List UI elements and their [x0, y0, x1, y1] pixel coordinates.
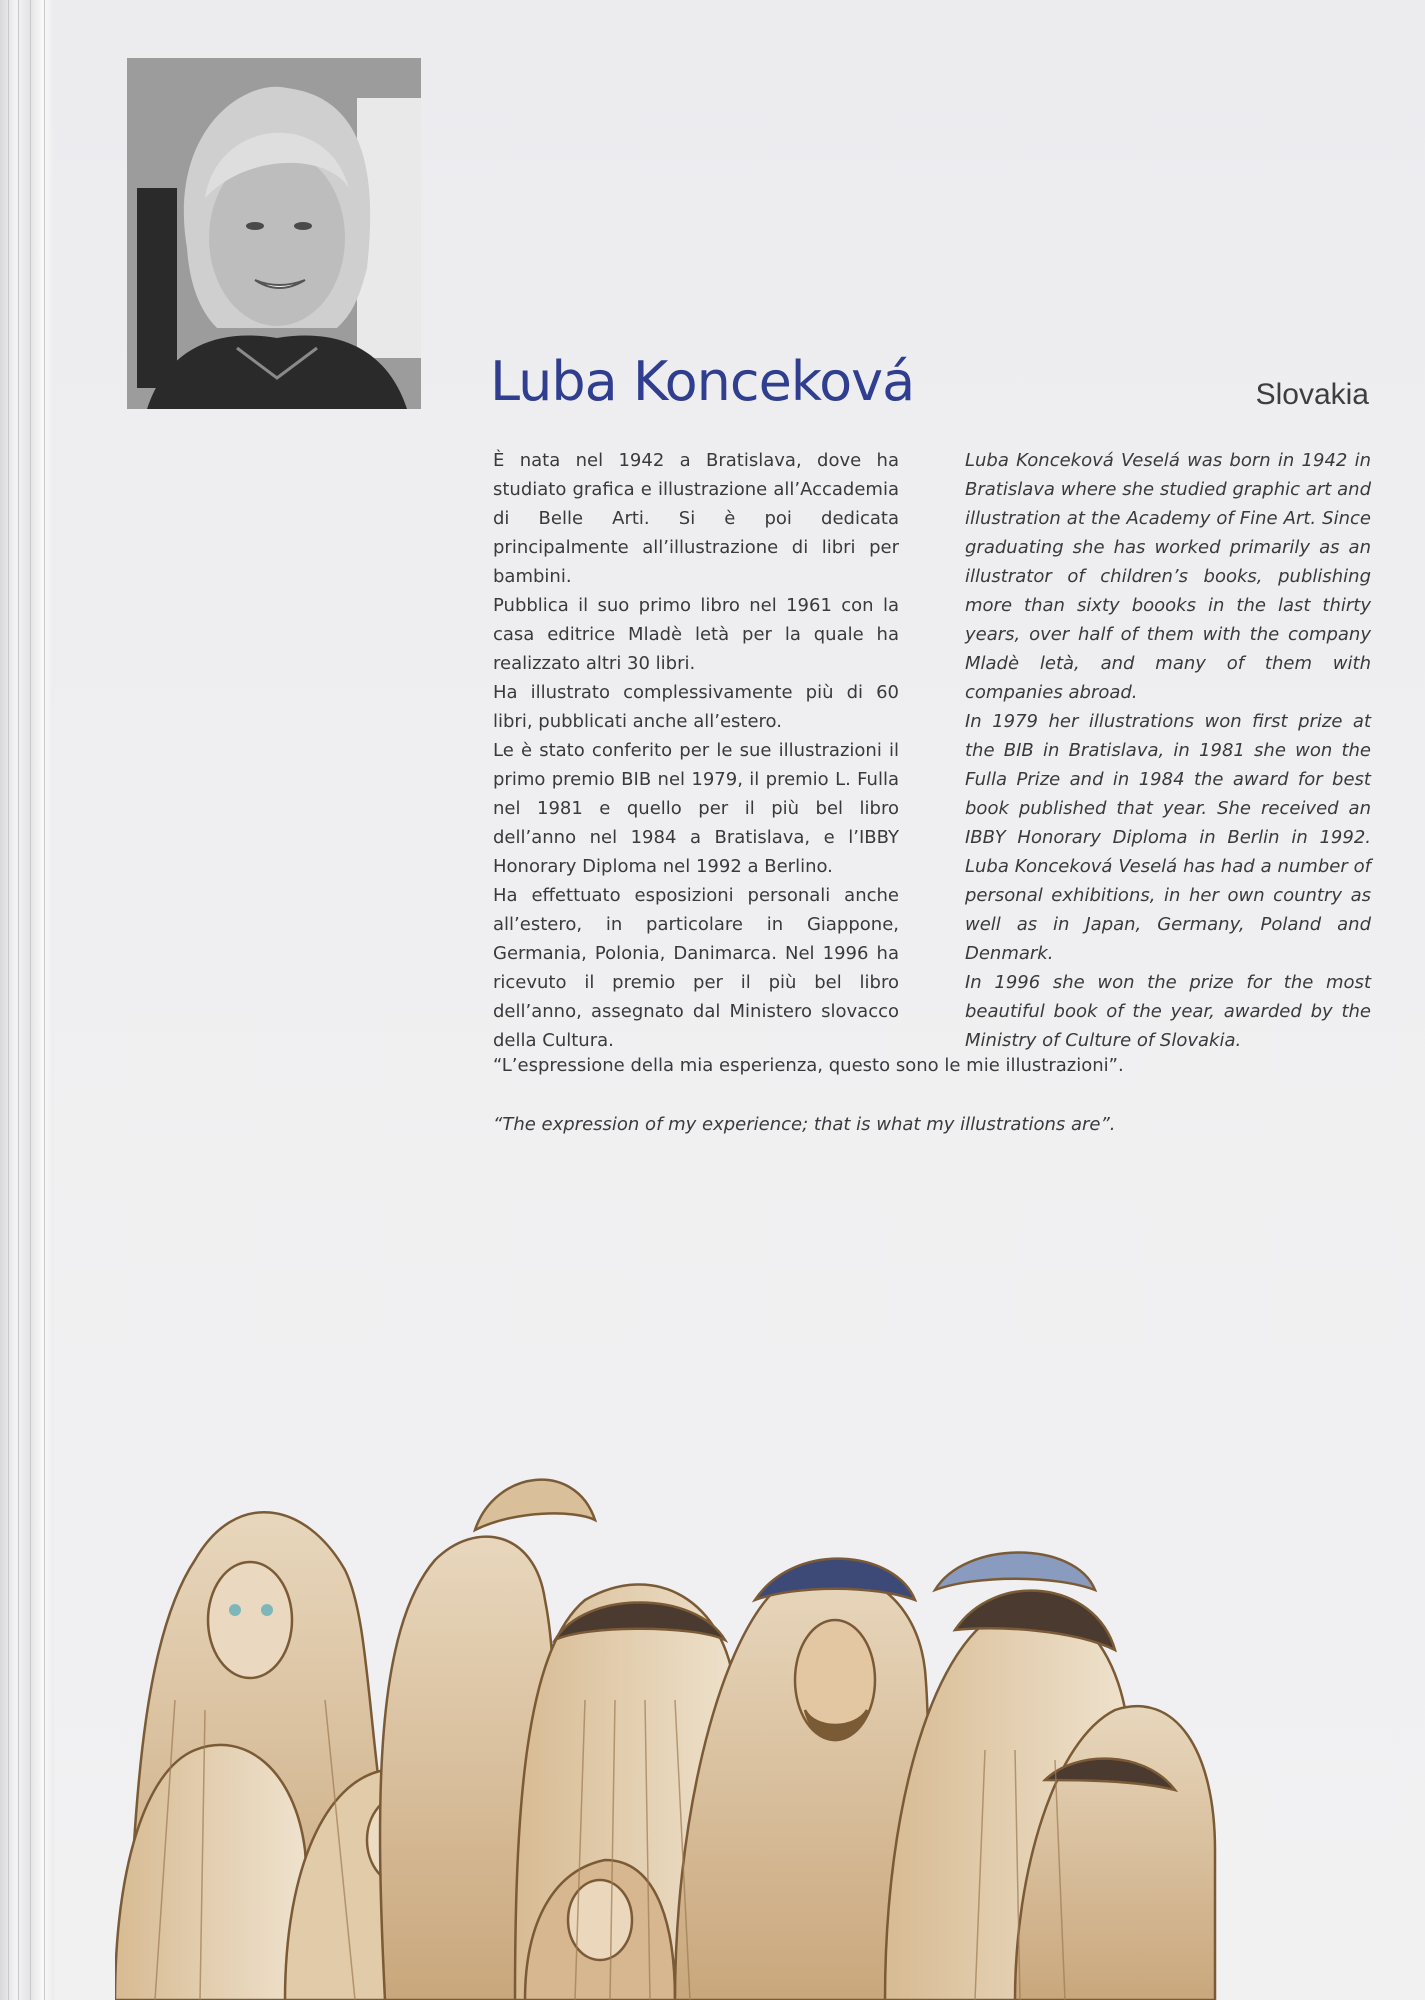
artist-name: Luba Konceková — [490, 350, 915, 413]
sepia-illustration-crowd — [115, 1450, 1225, 2000]
bio-paragraph: Ha illustrato complessivamente più di 60 libri, pubblicati anche all’estero. — [493, 682, 899, 732]
artist-portrait-photo — [127, 58, 421, 409]
page-edge-line — [8, 0, 9, 2000]
bio-paragraph: È nata nel 1942 a Bratislava, dove ha studiato grafica e illustrazione all’Accademia di Belle Arti. Si è poi dedicata principalmente all’illustrazione di libri per bambini. — [493, 450, 899, 587]
bio-paragraph: In 1996 she won the prize for the most beautiful book of the year, awarded by the Ministry of Culture of Slovakia. — [965, 972, 1371, 1051]
biography-italian — [493, 446, 899, 1055]
page-edge-line — [30, 0, 31, 2000]
page-edge-line — [44, 0, 45, 2000]
bio-paragraph: In 1979 her illustrations won first prize at the BIB in Bratislava, in 1981 she won the Fulla Prize and in 1984 the award for best book published that year. She received an IBBY Honorary Diploma in Berlin in 1992. Luba Konceková Veselá has had a number of personal exhibitions, in her own country as well as in Japan, Germany, Poland and Denmark. — [965, 711, 1371, 964]
figure-face — [208, 1562, 292, 1678]
artist-country: Slovakia — [1255, 378, 1369, 411]
bio-paragraph: Ha effettuato esposizioni personali anche all’estero, in particolare in Giappone, Germania, Polonia, Danimarca. Nel 1996 ha ricevuto il premio per il più bel libro dell’anno, assegnato dal Ministero slovacco della Cultura. — [493, 885, 899, 1051]
bio-paragraph: Le è stato conferito per le sue illustrazioni il primo premio BIB nel 1979, il premio L. Fulla nel 1981 e quello per il più bel libro dell’anno nel 1984 a Bratislava, e l’IBBY Honorary Diploma nel 1992 a Berlino. — [493, 740, 899, 877]
quote-english: “The expression of my experience; that is what my illustrations are”. — [493, 1114, 1116, 1135]
portrait-drawing — [127, 58, 421, 409]
book-page-edge — [0, 0, 54, 2000]
page-edge-line — [18, 0, 19, 2000]
quote-italian: “L’espressione della mia esperienza, questo sono le mie illustrazioni”. — [493, 1055, 1124, 1076]
biography-english — [965, 446, 1371, 1055]
figures-group — [115, 1480, 1215, 2000]
bio-paragraph: Luba Konceková Veselá was born in 1942 in Bratislava where she studied graphic art and illustration at the Academy of Fine Art. Since graduating she has worked primarily as an illustrator of children’s books, publishing more than sixty boooks in the last thirty years, over half of them with the company Mladè letà, and many of them with companies abroad. — [965, 450, 1371, 703]
bio-paragraph: Pubblica il suo primo libro nel 1961 con la casa editrice Mladè letà per la quale ha realizzato altri 30 libri. — [493, 595, 899, 674]
